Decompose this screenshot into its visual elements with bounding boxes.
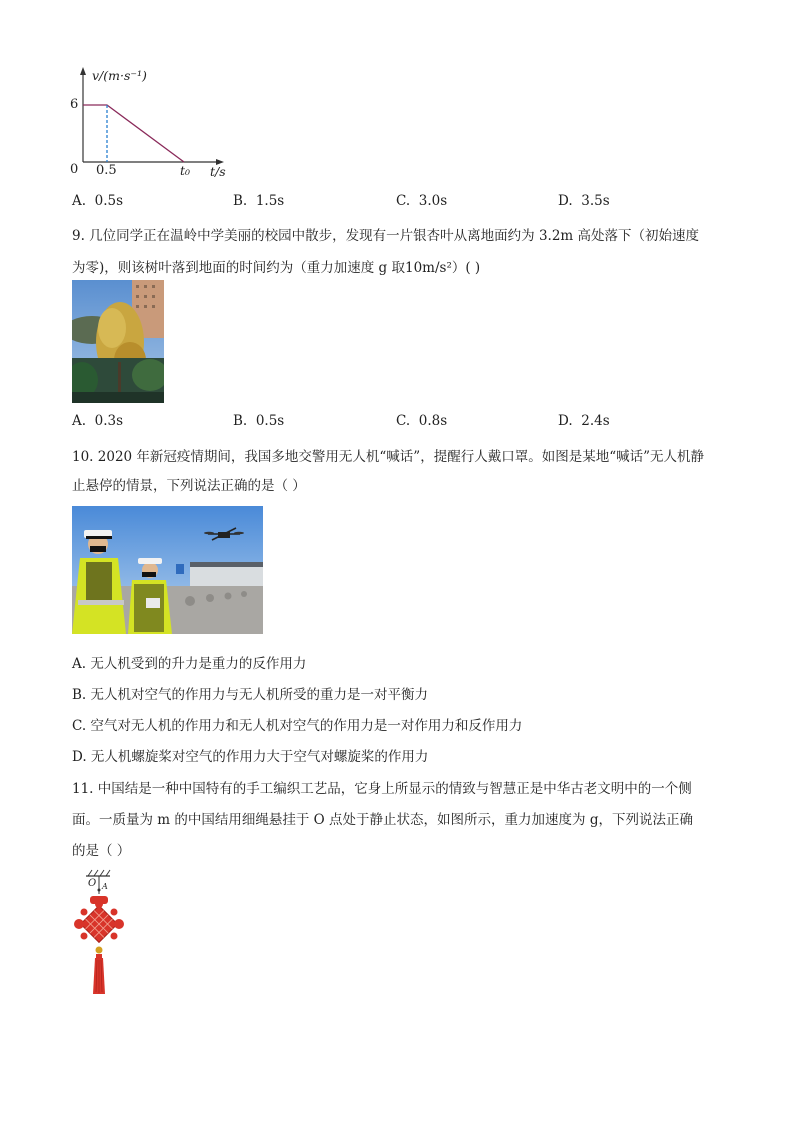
q8-option-a[interactable] xyxy=(72,193,123,209)
y-axis-arrow xyxy=(80,67,86,75)
option-text: 0.5s xyxy=(255,413,285,429)
option-text: 0.5s xyxy=(94,193,124,209)
q10-stem-line2: 止悬停的情景，下列说法正确的是（ ） xyxy=(72,478,306,494)
velocity-line xyxy=(83,105,184,162)
q8-option-c[interactable] xyxy=(396,193,447,209)
graph-y-tick: 6 xyxy=(70,97,79,112)
chinese-knot-svg xyxy=(70,868,130,998)
graph-x-end: t₀ xyxy=(180,163,191,178)
option-letter: A. xyxy=(72,413,87,429)
graph-x-label: t/s xyxy=(210,164,226,179)
option-text: 3.5s xyxy=(581,193,610,209)
q10-option-c[interactable]: C. 空气对无人机的作用力和无人机对空气的作用力是一对作用力和反作用力 xyxy=(72,718,523,734)
q10-stem-line1: 10. 2020 年新冠疫情期间，我国多地交警用无人机“喊话”，提醒行人戴口罩。如图是某地“喊话”无人机静 xyxy=(72,449,705,465)
vt-graph xyxy=(60,62,240,180)
option-letter: D. xyxy=(558,413,573,429)
q9-stem-line1: 9. 几位同学正在温岭中学美丽的校园中散步，发现有一片银杏叶从离地面约为 3.2m 高处落下（初始速度 xyxy=(72,228,700,244)
vt-graph-svg xyxy=(60,62,240,180)
q11-stem-line3: 的是（ ） xyxy=(72,843,131,859)
drone-police-photo xyxy=(72,506,263,634)
q9-stem-line2: 为零)，则该树叶落到地面的时间约为（重力加速度 g 取10m/s²）( ) xyxy=(72,260,481,276)
q8-option-b[interactable] xyxy=(233,193,284,209)
option-letter: B. xyxy=(233,413,248,429)
q9-option-b[interactable] xyxy=(233,413,284,429)
chinese-knot-figure xyxy=(70,868,130,998)
q8-option-d[interactable] xyxy=(558,193,610,209)
q10-option-a[interactable]: A. 无人机受到的升力是重力的反作用力 xyxy=(72,656,307,672)
option-text: 0.3s xyxy=(94,413,124,429)
point-o-label: O xyxy=(88,878,97,889)
graph-origin: 0 xyxy=(70,162,79,177)
option-letter: B. xyxy=(233,193,248,209)
option-text: 0.8s xyxy=(418,413,448,429)
q11-stem-line1: 11. 中国结是一种中国特有的手工编织工艺品，它身上所显示的情致与智慧正是中华古老文明中的一个侧 xyxy=(72,781,692,797)
q10-option-b[interactable]: B. 无人机对空气的作用力与无人机所受的重力是一对平衡力 xyxy=(72,687,429,703)
option-text: 3.0s xyxy=(418,193,448,209)
ginkgo-tree-photo xyxy=(72,280,164,403)
q11-stem-line2: 面。一质量为 m 的中国结用细绳悬挂于 O 点处于静止状态，如图所示，重力加速度为 g，下列说法正确 xyxy=(72,812,693,828)
option-letter: C. xyxy=(396,413,411,429)
option-letter: A. xyxy=(72,193,87,209)
option-text: 1.5s xyxy=(255,193,285,209)
option-letter: D. xyxy=(558,193,573,209)
q9-option-a[interactable] xyxy=(72,413,123,429)
option-letter: C. xyxy=(396,193,411,209)
option-text: 2.4s xyxy=(581,413,610,429)
q10-option-d[interactable]: D. 无人机螺旋桨对空气的作用力大于空气对螺旋桨的作用力 xyxy=(72,749,429,765)
q9-option-c[interactable] xyxy=(396,413,447,429)
q9-option-d[interactable] xyxy=(558,413,610,429)
graph-x-tick: 0.5 xyxy=(96,163,117,178)
graph-y-label: v/(m·s⁻¹) xyxy=(92,68,147,83)
point-a-label: A xyxy=(102,882,108,891)
